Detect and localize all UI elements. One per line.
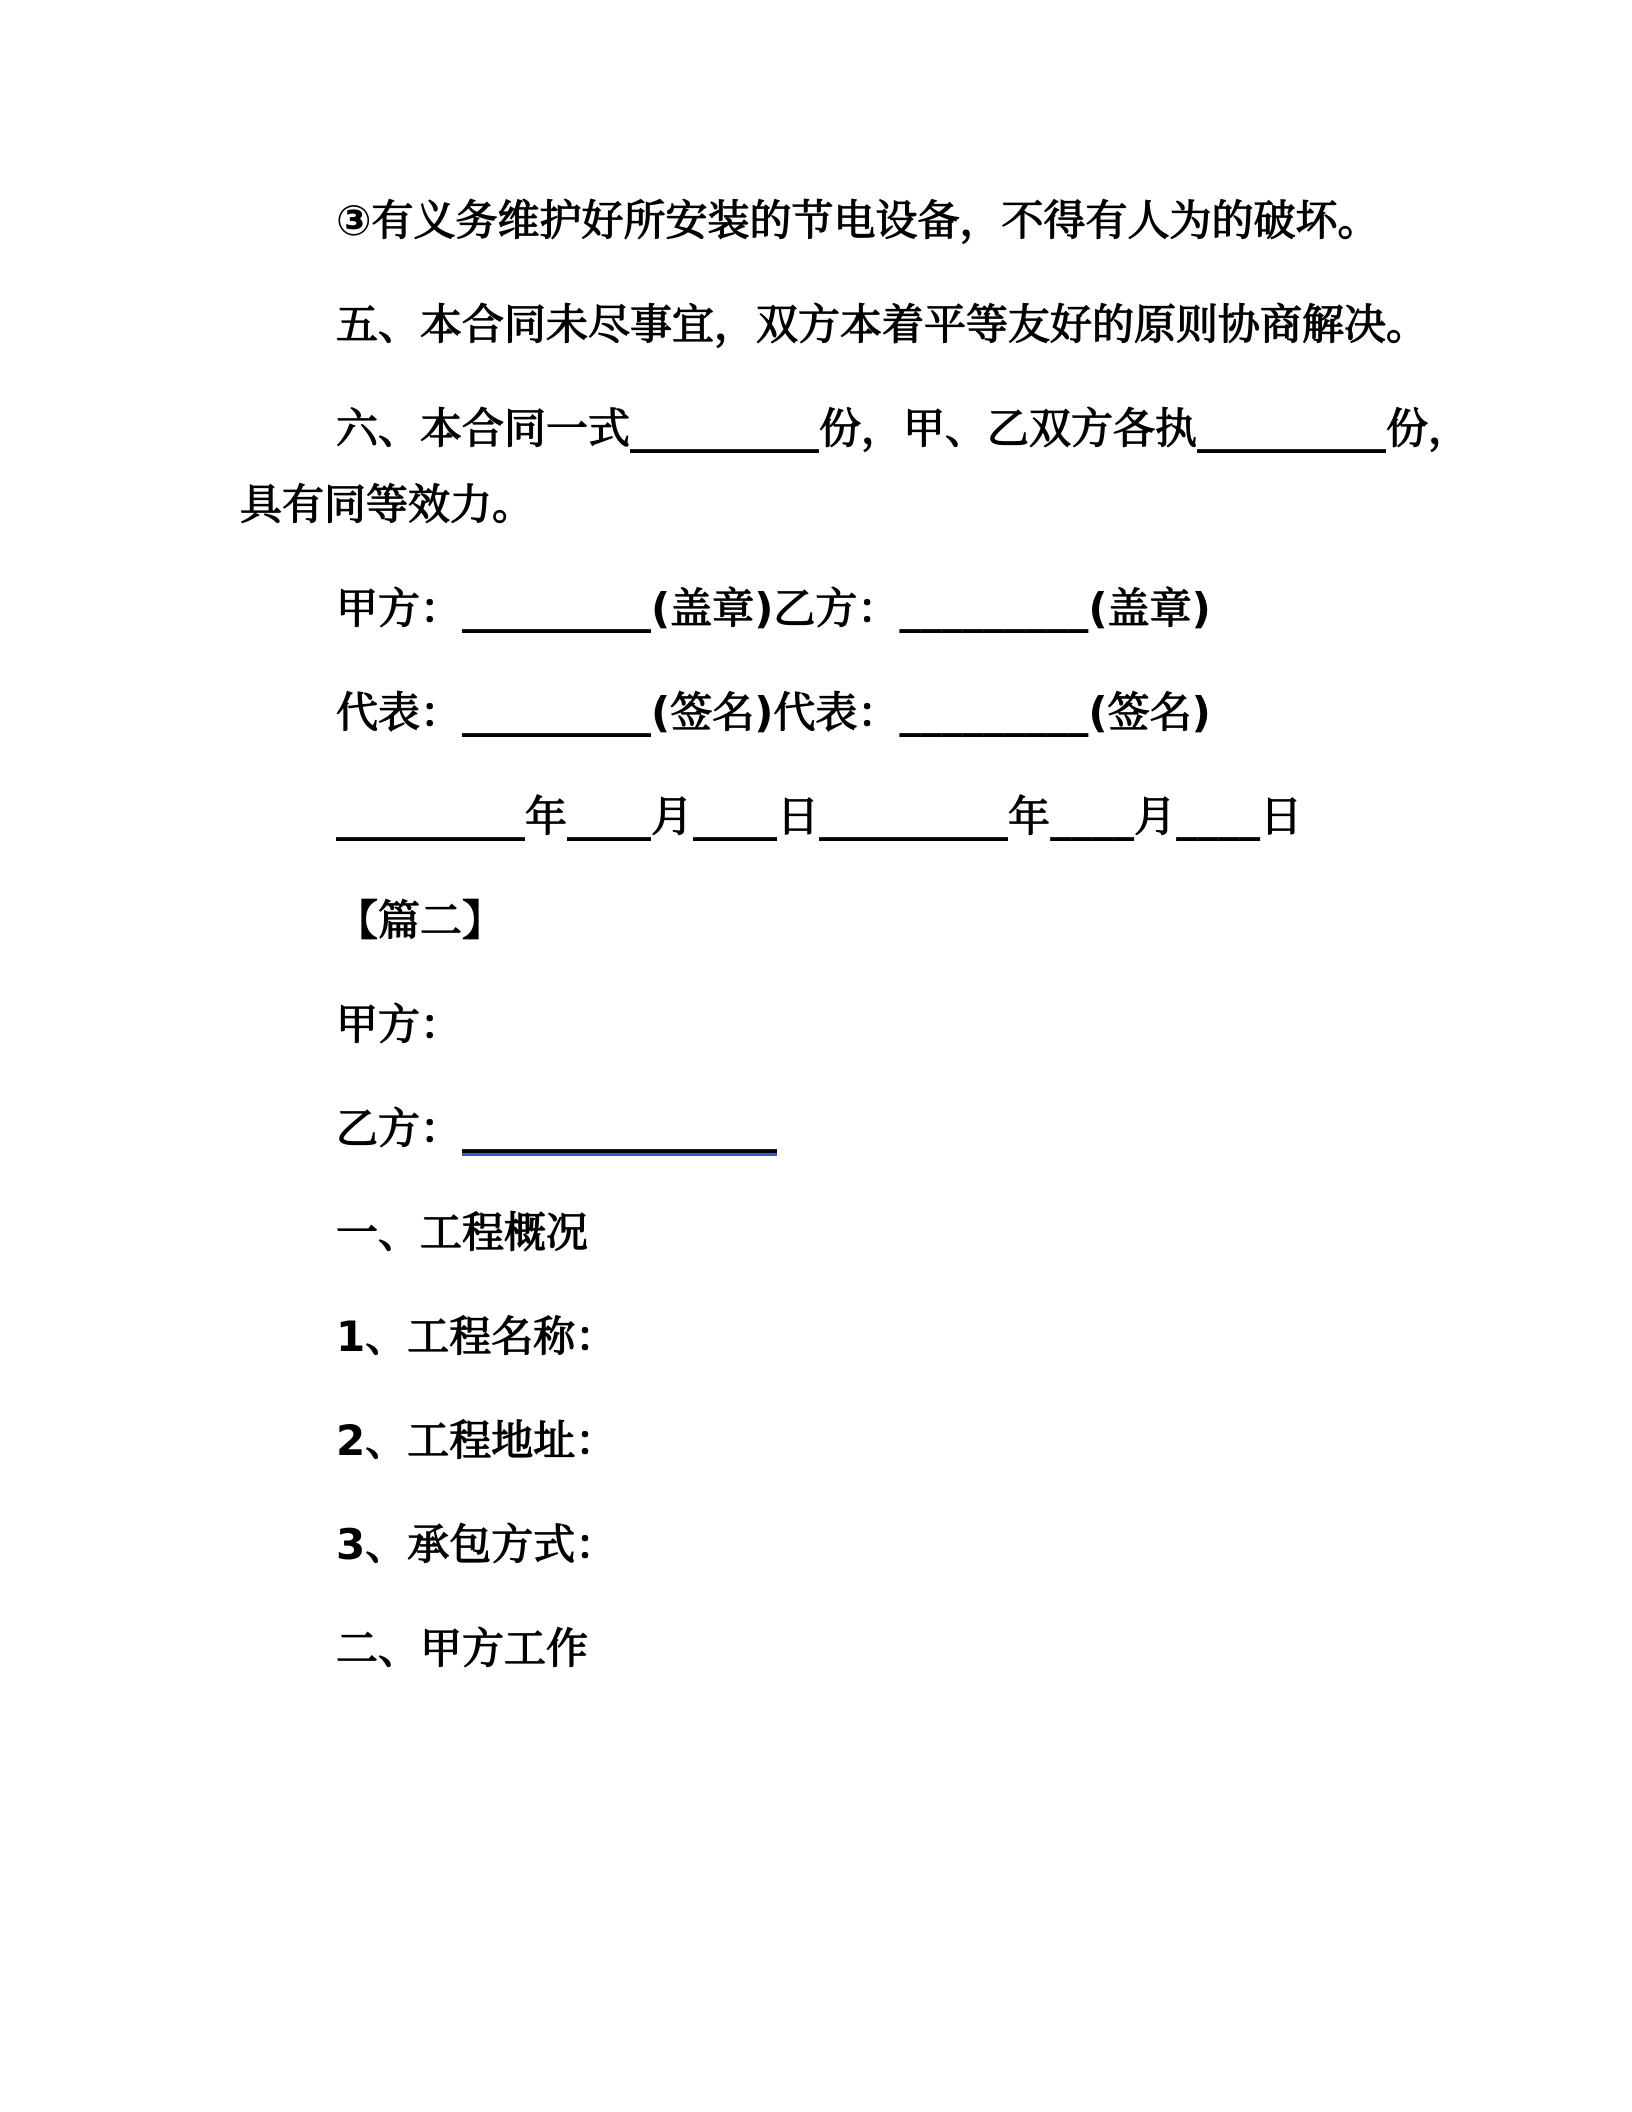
paragraph-line xyxy=(240,1298,1392,1376)
text-run: 【篇二】 xyxy=(336,896,505,945)
text-run: 一、工程概况 xyxy=(336,1208,589,1257)
paragraph-line xyxy=(240,1194,1392,1272)
paragraph-line xyxy=(240,182,1392,260)
paragraph-line xyxy=(240,882,1392,960)
blank-field: _________ xyxy=(336,792,525,841)
paragraph-line xyxy=(240,986,1392,1064)
text-run: 代表： xyxy=(336,688,463,737)
blank-field: _________ xyxy=(899,584,1089,633)
blank-field: _________ xyxy=(630,404,820,453)
paragraph-line xyxy=(240,570,1392,648)
text-run: 五、本合同未尽事宜，双方本着平等友好的原则协商解决。 xyxy=(336,300,1429,349)
blank-field: _________ xyxy=(462,584,652,633)
paragraph-line xyxy=(240,286,1429,364)
paragraph-line xyxy=(240,1610,1392,1688)
text-run: 六、本合同一式 xyxy=(336,404,631,453)
text-run: (盖章)乙方： xyxy=(651,584,900,633)
paragraph-line xyxy=(240,1402,1392,1480)
text-run: 二、甲方工作 xyxy=(336,1624,589,1673)
text-run: (盖章) xyxy=(1088,584,1211,633)
paragraph-line xyxy=(240,674,1392,752)
blank-field: ____ xyxy=(567,792,652,841)
paragraph-line xyxy=(240,1090,1392,1168)
blank-field: _______________ xyxy=(462,1104,777,1156)
text-run: 日 xyxy=(777,792,820,841)
text-run: 年 xyxy=(1008,792,1051,841)
text-run: 甲方： xyxy=(336,1000,463,1049)
text-run: 具有同等效力。 xyxy=(240,480,535,529)
blank-field: ____ xyxy=(693,792,778,841)
paragraph-line xyxy=(240,390,1471,468)
blank-field: ____ xyxy=(1176,792,1261,841)
paragraph-line xyxy=(240,1506,1392,1584)
text-run: ③有义务维护好所安装的节电设备，不得有人为的破坏。 xyxy=(336,196,1380,245)
text-run: 3、承包方式： xyxy=(336,1520,618,1569)
text-run: 年 xyxy=(525,792,568,841)
blank-field: ____ xyxy=(1050,792,1135,841)
text-run: 日 xyxy=(1260,792,1303,841)
blank-field: _________ xyxy=(899,688,1089,737)
text-run: 甲方： xyxy=(336,584,463,633)
paragraph-line xyxy=(240,466,1392,544)
blank-field: _________ xyxy=(1197,404,1387,453)
paragraph-line xyxy=(240,778,1392,856)
text-run: 月 xyxy=(1134,792,1177,841)
text-run: 乙方： xyxy=(336,1104,463,1153)
text-run: 份，甲、乙双方各执 xyxy=(819,404,1198,453)
text-run: 2、工程地址： xyxy=(336,1416,618,1465)
text-run: (签名) xyxy=(1088,688,1211,737)
text-run: 1、工程名称： xyxy=(336,1312,618,1361)
text-run: 份， xyxy=(1386,404,1471,453)
blank-field: _________ xyxy=(462,688,652,737)
text-run: 月 xyxy=(651,792,694,841)
blank-field: _________ xyxy=(819,792,1009,841)
text-run: (签名)代表： xyxy=(651,688,900,737)
